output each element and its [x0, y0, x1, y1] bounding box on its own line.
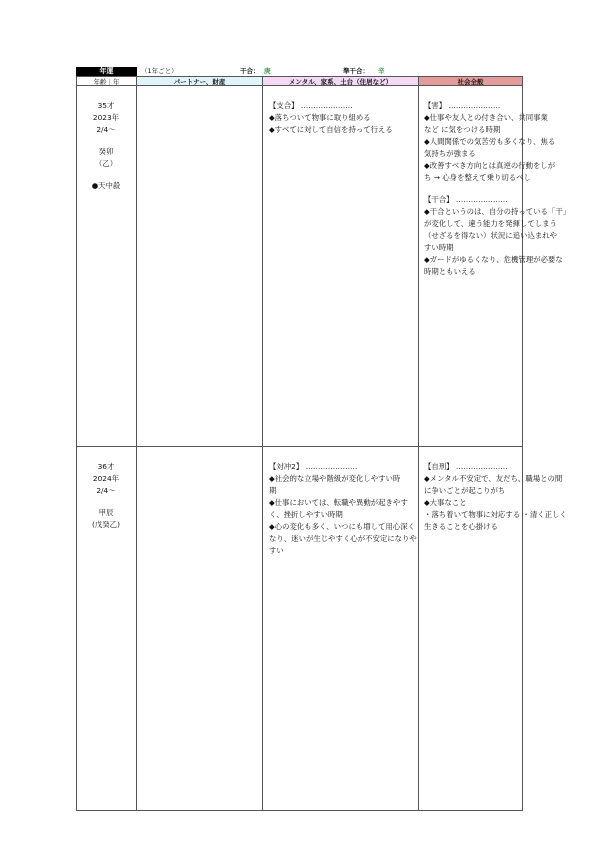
jun-kango-value: 辛	[378, 67, 385, 75]
note-line: 生きることを心掛ける	[424, 522, 498, 531]
note-line: 時期ともいえる	[424, 267, 476, 276]
kango-value: 庚	[264, 67, 271, 75]
date-cell: 2/4～	[96, 125, 116, 134]
table-row	[76, 100, 136, 192]
note-line: 【害】 …………………	[424, 101, 501, 110]
social-notes	[424, 461, 567, 533]
kanshi-cell: 癸卯	[98, 147, 114, 156]
note-line: 【支合】 …………………	[269, 101, 353, 110]
note-line: など に気をつける時期	[424, 125, 501, 134]
note-line: ・落ち着いて物事に対応する ・清く正しく	[424, 510, 567, 519]
column-divider	[418, 85, 419, 811]
note-line: 【対冲2】 …………………	[269, 462, 358, 471]
note-line: が変化して、違う能力を発揮してしまう	[424, 219, 557, 228]
note-line: く、挫折しやすい時期	[269, 510, 343, 519]
zokan-cell: (戊癸乙)	[92, 520, 120, 529]
tenchusatsu-badge: ●天中殺	[91, 181, 121, 190]
note-line: ◆干合というのは、自分の持っている「干」	[424, 207, 571, 216]
mental-notes	[269, 461, 417, 557]
page-title: 年運	[76, 67, 137, 76]
interval-note: （1年ごと）	[141, 67, 178, 75]
jun-kango-label: 準干合：	[343, 67, 369, 75]
table-row	[76, 461, 136, 531]
age-cell: 36才	[97, 462, 115, 471]
note-line: ◆社会的な立場や階級が変化しやすい時	[269, 474, 401, 483]
column-divider	[136, 85, 137, 811]
note-line: ◆メンタル不安定で、友だち、職場との間	[424, 474, 563, 483]
note-line: ◆仕事や友人との付き合い、共同事業	[424, 113, 548, 122]
mental-notes	[269, 100, 393, 136]
note-line: ◆心の変化も多く、いつにも増して用心深く	[269, 522, 415, 531]
column-header-partner: パートナー、財産	[136, 76, 263, 86]
note-line: ◆落ちついて物事に取り組める	[269, 113, 371, 122]
column-header-age-year: 年齢｜年	[76, 76, 137, 86]
year-cell: 2023年	[92, 113, 120, 122]
row-divider	[76, 446, 523, 447]
kanshi-cell: 甲辰	[98, 508, 114, 517]
age-cell: 35才	[97, 101, 115, 110]
note-line: ◆ガードがゆるくなり、危機管理が必要な	[424, 255, 563, 264]
note-line: ◆大事なこと	[424, 498, 467, 507]
note-line: ◆人間関係での気苦労も多くなり、焦る	[424, 137, 556, 146]
column-header-social: 社会全般	[418, 76, 523, 86]
kango-label: 干合：	[240, 67, 260, 75]
column-divider	[262, 85, 263, 811]
note-line: 【干合】 …………………	[424, 195, 508, 204]
note-line: なり、迷いが生じやすく心が不安定になりや	[269, 534, 417, 543]
note-line: ◆すべてに対して自信を持って行える	[269, 125, 393, 134]
zokan-cell: （乙）	[94, 159, 118, 168]
note-line: 期	[269, 486, 277, 495]
note-line: ち → 心身を整えて乗り切るべし	[424, 173, 531, 182]
note-line: （せざるを得ない）状況に追い込まれや	[424, 231, 558, 240]
note-line: に争いごとが起こりがち	[424, 486, 506, 495]
social-notes	[424, 100, 570, 278]
note-line: ◆改善すべき方向とは真逆の行動をしが	[424, 161, 556, 170]
note-line: 気持ちが強まる	[424, 149, 476, 158]
note-line: すい時期	[424, 243, 454, 252]
note-line: ◆仕事においては、転職や異動が起きやす	[269, 498, 408, 507]
date-cell: 2/4～	[96, 486, 116, 495]
note-line: 【自刑】 …………………	[424, 462, 508, 471]
column-header-mental: メンタル、家系、土台（住居など）	[262, 76, 419, 86]
year-cell: 2024年	[92, 474, 120, 483]
note-line: すい	[269, 546, 284, 555]
